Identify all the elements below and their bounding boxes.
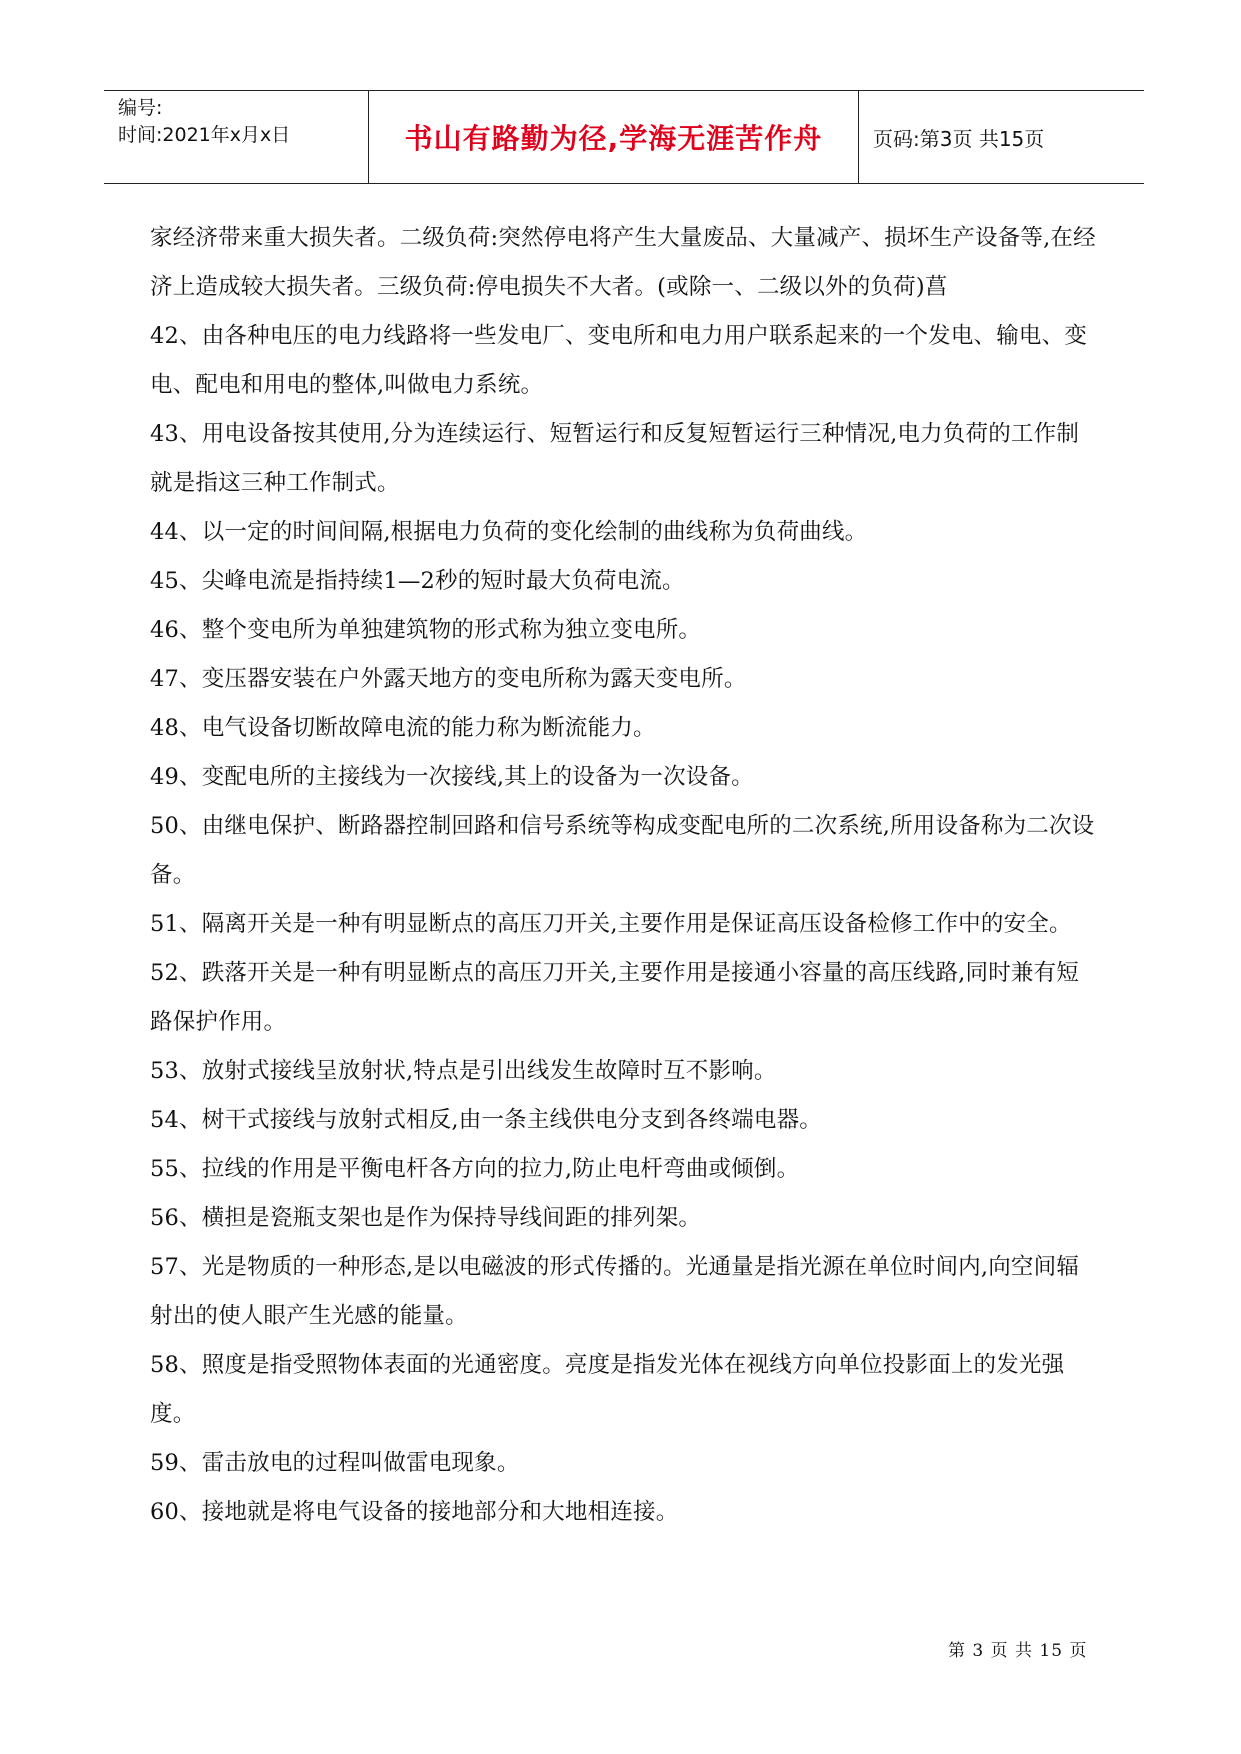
- header-motto: 书山有路勤为径,学海无涯苦作舟: [369, 91, 859, 183]
- paragraph: 46、整个变电所为单独建筑物的形式称为独立变电所。: [150, 617, 702, 643]
- paragraph: 47、变压器安装在户外露天地方的变电所称为露天变电所。: [150, 666, 747, 692]
- paragraph: 56、横担是瓷瓶支架也是作为保持导线间距的排列架。: [150, 1205, 702, 1231]
- paragraph: 51、隔离开关是一种有明显断点的高压刀开关,主要作用是保证高压设备检修工作中的安全。: [150, 911, 1072, 937]
- document-number-label: 编号:: [118, 97, 163, 119]
- page-header: [104, 90, 1144, 184]
- paragraph: 59、雷击放电的过程叫做雷电现象。: [150, 1450, 520, 1476]
- paragraph: 43、用电设备按其使用,分为连续运行、短暂运行和反复短暂运行三种情况,电力负荷的工作制就是指这三种工作制式。: [150, 421, 1080, 496]
- paragraph: 42、由各种电压的电力线路将一些发电厂、变电所和电力用户联系起来的一个发电、输电、变电、配电和用电的整体,叫做电力系统。: [150, 323, 1088, 398]
- document-body: [150, 214, 1100, 1537]
- header-left-cell: [104, 91, 369, 183]
- paragraph: 家经济带来重大损失者。二级负荷:突然停电将产生大量废品、大量减产、损坏生产设备等,在经济上造成较大损失者。三级负荷:停电损失不大者。(或除一、二级以外的负荷)菖: [150, 225, 1096, 300]
- header-page-info: 页码:第3页 共15页: [873, 126, 1045, 151]
- paragraph: 53、放射式接线呈放射状,特点是引出线发生故障时互不影响。: [150, 1058, 777, 1084]
- paragraph: 50、由继电保护、断路器控制回路和信号系统等构成变配电所的二次系统,所用设备称为二次设备。: [150, 813, 1095, 888]
- paragraph: 49、变配电所的主接线为一次接线,其上的设备为一次设备。: [150, 764, 754, 790]
- paragraph: 44、以一定的时间间隔,根据电力负荷的变化绘制的曲线称为负荷曲线。: [150, 519, 868, 545]
- paragraph: 55、拉线的作用是平衡电杆各方向的拉力,防止电杆弯曲或倾倒。: [150, 1156, 800, 1182]
- paragraph: 48、电气设备切断故障电流的能力称为断流能力。: [150, 715, 656, 741]
- page-footer: 第 3 页 共 15 页: [948, 1641, 1088, 1661]
- paragraph: 52、跌落开关是一种有明显断点的高压刀开关,主要作用是接通小容量的高压线路,同时兼有短路保护作用。: [150, 960, 1080, 1035]
- paragraph: 60、接地就是将电气设备的接地部分和大地相连接。: [150, 1499, 679, 1525]
- paragraph: 54、树干式接线与放射式相反,由一条主线供电分支到各终端电器。: [150, 1107, 822, 1133]
- document-time-label: 时间:2021年x月x日: [118, 124, 291, 146]
- paragraph: 58、照度是指受照物体表面的光通密度。亮度是指发光体在视线方向单位投影面上的发光强度。: [150, 1352, 1065, 1427]
- paragraph: 45、尖峰电流是指持续1—2秒的短时最大负荷电流。: [150, 568, 685, 594]
- paragraph: 57、光是物质的一种形态,是以电磁波的形式传播的。光通量是指光源在单位时间内,向空间辐射出的使人眼产生光感的能量。: [150, 1254, 1080, 1329]
